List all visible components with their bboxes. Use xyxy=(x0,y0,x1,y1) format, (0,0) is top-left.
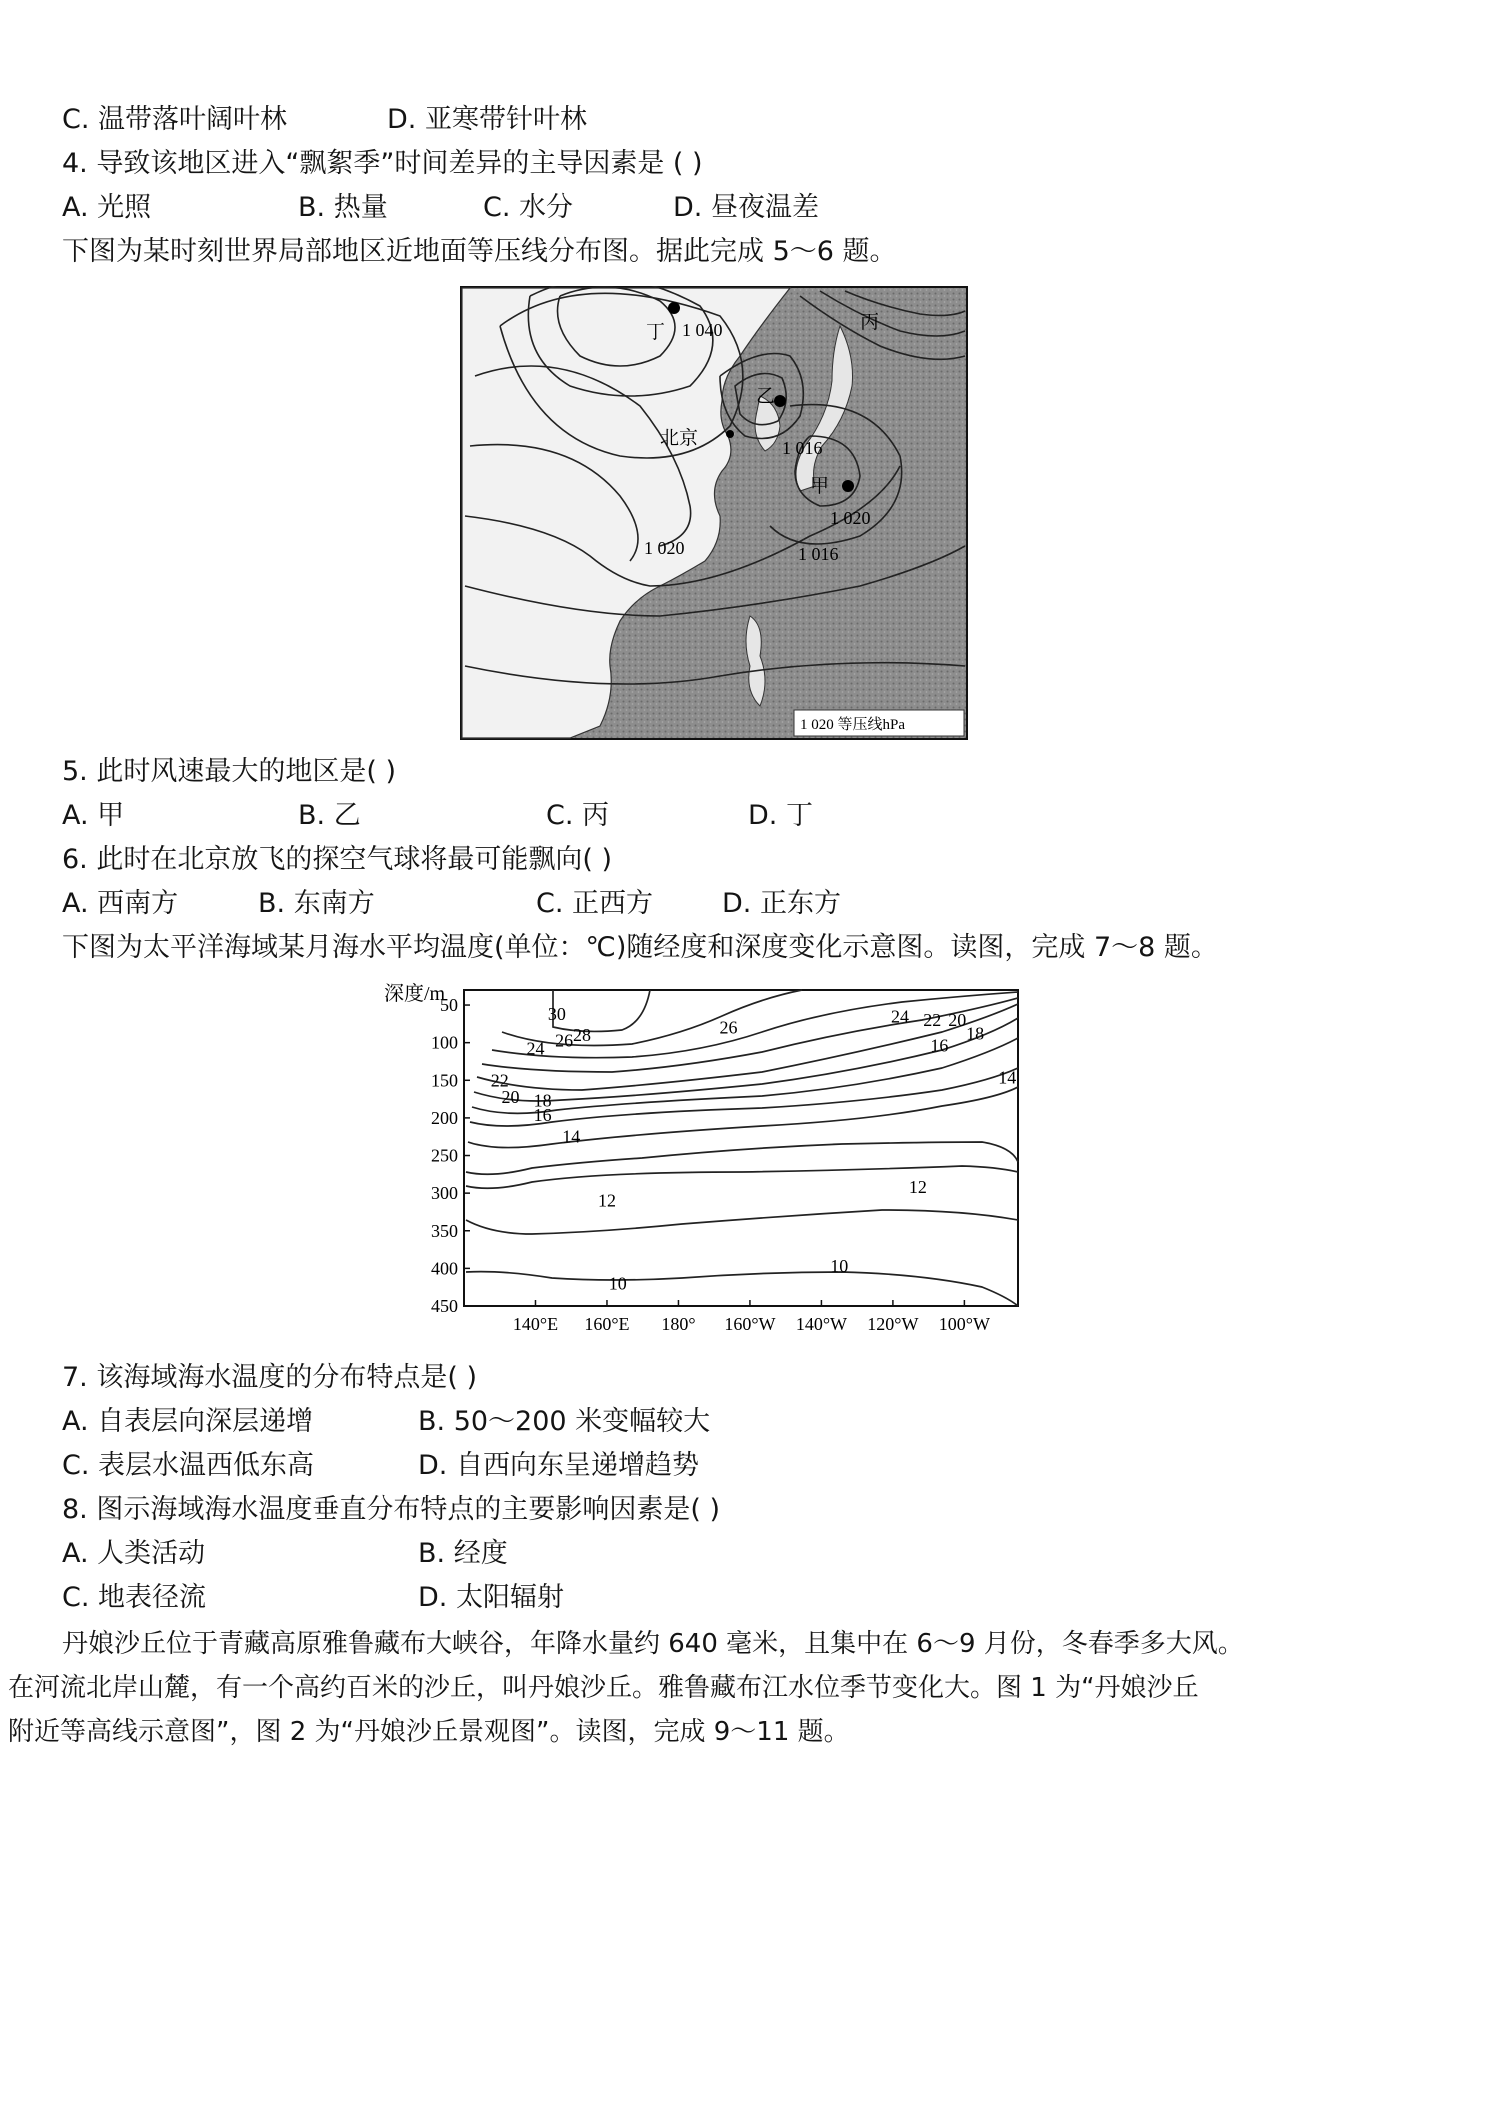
q4-stem: 4. 导致该地区进入“飘絮季”时间差异的主导因素是 ( ) xyxy=(62,148,703,179)
isobar-value-1020-west: 1 020 xyxy=(644,538,685,558)
isobar-value-1016-south: 1 016 xyxy=(798,544,839,564)
q7-option-b: B. 50～200 米变幅较大 xyxy=(418,1406,711,1437)
point-jia-marker xyxy=(842,480,854,492)
isotherm-label: 18 xyxy=(966,1023,985,1044)
q4-option-d: D. 昼夜温差 xyxy=(673,192,819,223)
q6-option-b: B. 东南方 xyxy=(258,888,375,919)
q4-option-c: C. 水分 xyxy=(483,192,574,223)
q3-option-c: C. 温带落叶阔叶林 xyxy=(62,104,288,135)
y-tick-label: 200 xyxy=(431,1107,458,1128)
q7-option-a: A. 自表层向深层递增 xyxy=(62,1406,314,1437)
isotherm-label: 14 xyxy=(998,1067,1017,1088)
q7-option-d: D. 自西向东呈递增趋势 xyxy=(418,1450,699,1481)
intro-7-8: 下图为太平洋海域某月海水平均温度(单位：℃)随经度和深度变化示意图。读图，完成 7～8 题。 xyxy=(62,932,1218,963)
y-tick-label: 100 xyxy=(431,1032,458,1053)
y-tick-label: 300 xyxy=(431,1183,458,1204)
isotherm-label: 14 xyxy=(562,1126,581,1147)
isotherm-label: 24 xyxy=(526,1038,545,1059)
y-tick-label: 450 xyxy=(431,1296,458,1316)
q5-options xyxy=(62,798,813,834)
temperature-depth-chart xyxy=(382,972,1052,1342)
point-yi-marker xyxy=(774,395,786,407)
q8-option-a: A. 人类活动 xyxy=(62,1538,206,1569)
passage-line-3: 附近等高线示意图”，图 2 为“丹娘沙丘景观图”。读图，完成 9～11 题。 xyxy=(8,1717,850,1747)
label-beijing: 北京 xyxy=(660,428,699,449)
q6-options xyxy=(62,886,841,922)
q7-options-row1 xyxy=(62,1404,710,1440)
q6-stem: 6. 此时在北京放飞的探空气球将最可能飘向( ) xyxy=(62,844,612,875)
q5-option-d: D. 丁 xyxy=(748,800,813,831)
isotherm-label: 24 xyxy=(891,1006,910,1027)
isotherm-label: 26 xyxy=(719,1017,738,1038)
q7-options-row2 xyxy=(62,1448,699,1484)
passage-line-2: 在河流北岸山麓，有一个高约百米的沙丘，叫丹娘沙丘。雅鲁藏布江水位季节变化大。图 1 为“丹娘沙丘 xyxy=(8,1673,1199,1703)
x-tick-label: 120°W xyxy=(867,1314,919,1334)
q8-option-c: C. 地表径流 xyxy=(62,1582,207,1613)
isotherm-label: 18 xyxy=(533,1090,552,1111)
q5-stem: 5. 此时风速最大的地区是( ) xyxy=(62,756,396,787)
x-tick-label: 100°W xyxy=(938,1314,990,1334)
isotherm-label: 26 xyxy=(555,1030,574,1051)
q6-option-a: A. 西南方 xyxy=(62,888,179,919)
q8-stem: 8. 图示海域海水温度垂直分布特点的主要影响因素是( ) xyxy=(62,1494,720,1525)
isotherm-label: 22 xyxy=(923,1010,942,1031)
isotherm-label: 20 xyxy=(501,1086,520,1107)
beijing-marker xyxy=(726,430,734,438)
intro-5-6: 下图为某时刻世界局部地区近地面等压线分布图。据此完成 5～6 题。 xyxy=(62,236,897,267)
isotherm-label: 20 xyxy=(948,1010,967,1031)
q5-option-a: A. 甲 xyxy=(62,800,125,831)
q4-option-a: A. 光照 xyxy=(62,192,152,223)
isobar-value-1016-north: 1 016 xyxy=(782,438,823,458)
x-tick-label: 140°E xyxy=(512,1314,559,1334)
q6-option-c: C. 正西方 xyxy=(536,888,654,919)
q3-options xyxy=(62,102,587,138)
isotherm-label: 12 xyxy=(908,1177,927,1198)
isobar-value-1040: 1 040 xyxy=(682,320,723,340)
label-bing: 丙 xyxy=(860,312,880,333)
label-jia: 甲 xyxy=(810,476,830,497)
x-tick-label: 180° xyxy=(661,1314,696,1334)
q5-option-c: C. 丙 xyxy=(546,800,610,831)
q4-options xyxy=(62,190,819,226)
label-ding: 丁 xyxy=(646,322,666,343)
q8-options-row2 xyxy=(62,1580,564,1616)
q8-options-row1 xyxy=(62,1536,508,1572)
q4-option-b: B. 热量 xyxy=(298,192,388,223)
isotherm-label: 10 xyxy=(608,1273,627,1294)
isotherm-label: 22 xyxy=(490,1070,509,1091)
y-tick-label: 150 xyxy=(431,1070,458,1091)
isotherm-label: 30 xyxy=(547,1004,566,1025)
point-ding-marker xyxy=(668,302,680,314)
isotherm-label: 12 xyxy=(597,1190,616,1211)
q7-stem: 7. 该海域海水温度的分布特点是( ) xyxy=(62,1362,477,1393)
isotherm-label: 16 xyxy=(930,1035,949,1056)
isotherm-label: 10 xyxy=(830,1256,849,1277)
x-tick-label: 160°W xyxy=(724,1314,776,1334)
isotherm-label: 28 xyxy=(572,1025,591,1046)
y-tick-label: 400 xyxy=(431,1258,458,1279)
x-tick-label: 160°E xyxy=(584,1314,630,1334)
q7-option-c: C. 表层水温西低东高 xyxy=(62,1450,315,1481)
isobar-map xyxy=(460,286,968,740)
label-yi: 乙 xyxy=(756,386,776,407)
q6-option-d: D. 正东方 xyxy=(722,888,841,919)
y-tick-label: 50 xyxy=(440,995,458,1016)
q5-option-b: B. 乙 xyxy=(298,800,361,831)
q8-option-d: D. 太阳辐射 xyxy=(418,1582,564,1613)
map-legend: 1 020 等压线hPa xyxy=(800,717,906,733)
chart-ylabel: 深度/m xyxy=(384,983,446,1005)
isobar-value-1020-east: 1 020 xyxy=(830,508,871,528)
passage-line-1: 丹娘沙丘位于青藏高原雅鲁藏布大峡谷，年降水量约 640 毫米，且集中在 6～9 月份，冬春季多大风。 xyxy=(62,1629,1244,1659)
q8-option-b: B. 经度 xyxy=(418,1538,508,1569)
y-tick-label: 350 xyxy=(431,1220,458,1241)
y-tick-label: 250 xyxy=(431,1145,458,1166)
x-tick-label: 140°W xyxy=(795,1314,848,1334)
q3-option-d: D. 亚寒带针叶林 xyxy=(387,104,587,135)
isotherm-label: 16 xyxy=(533,1104,552,1125)
